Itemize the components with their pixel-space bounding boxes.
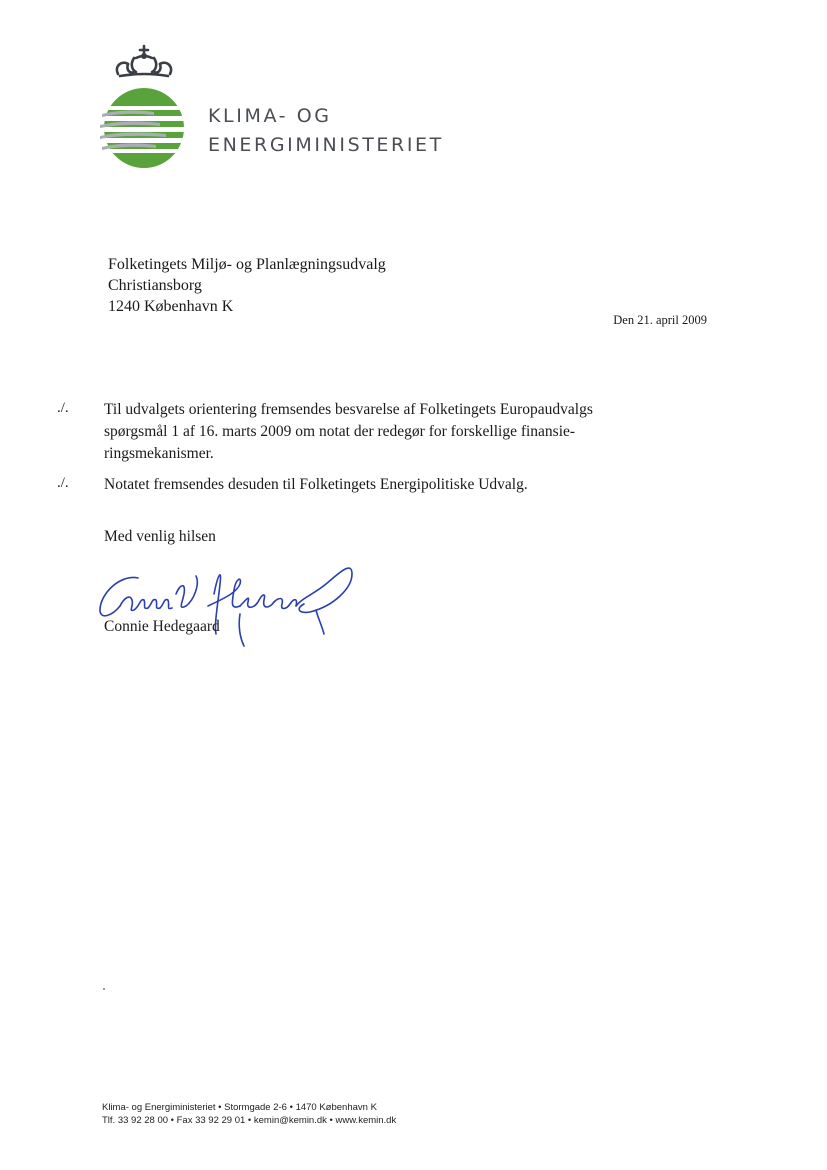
- crown-globe-logo-icon: [96, 44, 192, 176]
- enclosure-marker: ./.: [57, 475, 69, 491]
- footer-contact-line: Tlf. 33 92 28 00 • Fax 33 92 29 01 • kemin@kemin.dk • www.kemin.dk: [102, 1115, 397, 1126]
- recipient-line1: Folketingets Miljø- og Planlægningsudvalg: [108, 256, 386, 273]
- scan-speck: [103, 988, 105, 990]
- body-paragraph: Notatet fremsendes desuden til Folketingets Energipolitiske Udvalg.: [104, 476, 528, 493]
- handwritten-signature-icon: [90, 554, 360, 654]
- body-paragraph: Til udvalgets orientering fremsendes besvarelse af Folketingets Europaudvalgs spørgsmål 1 af 16. marts 2009 om notat der redegør for forskellige finansie-ringsmekanismer.: [104, 401, 593, 462]
- signer-name: Connie Hedegaard: [104, 618, 220, 635]
- footer-address-line: Klima- og Energiministeriet • Stormgade 2-6 • 1470 København K: [102, 1102, 377, 1113]
- recipient-line3: 1240 København K: [108, 298, 234, 315]
- enclosure-marker: ./.: [57, 400, 69, 416]
- letter-date: Den 21. april 2009: [613, 313, 707, 327]
- closing-greeting: Med venlig hilsen: [104, 528, 216, 545]
- ministry-name-line2: ENERGIMINISTERIET: [208, 134, 444, 156]
- recipient-line2: Christiansborg: [108, 277, 202, 294]
- ministry-name-line1: KLIMA- OG: [208, 105, 332, 127]
